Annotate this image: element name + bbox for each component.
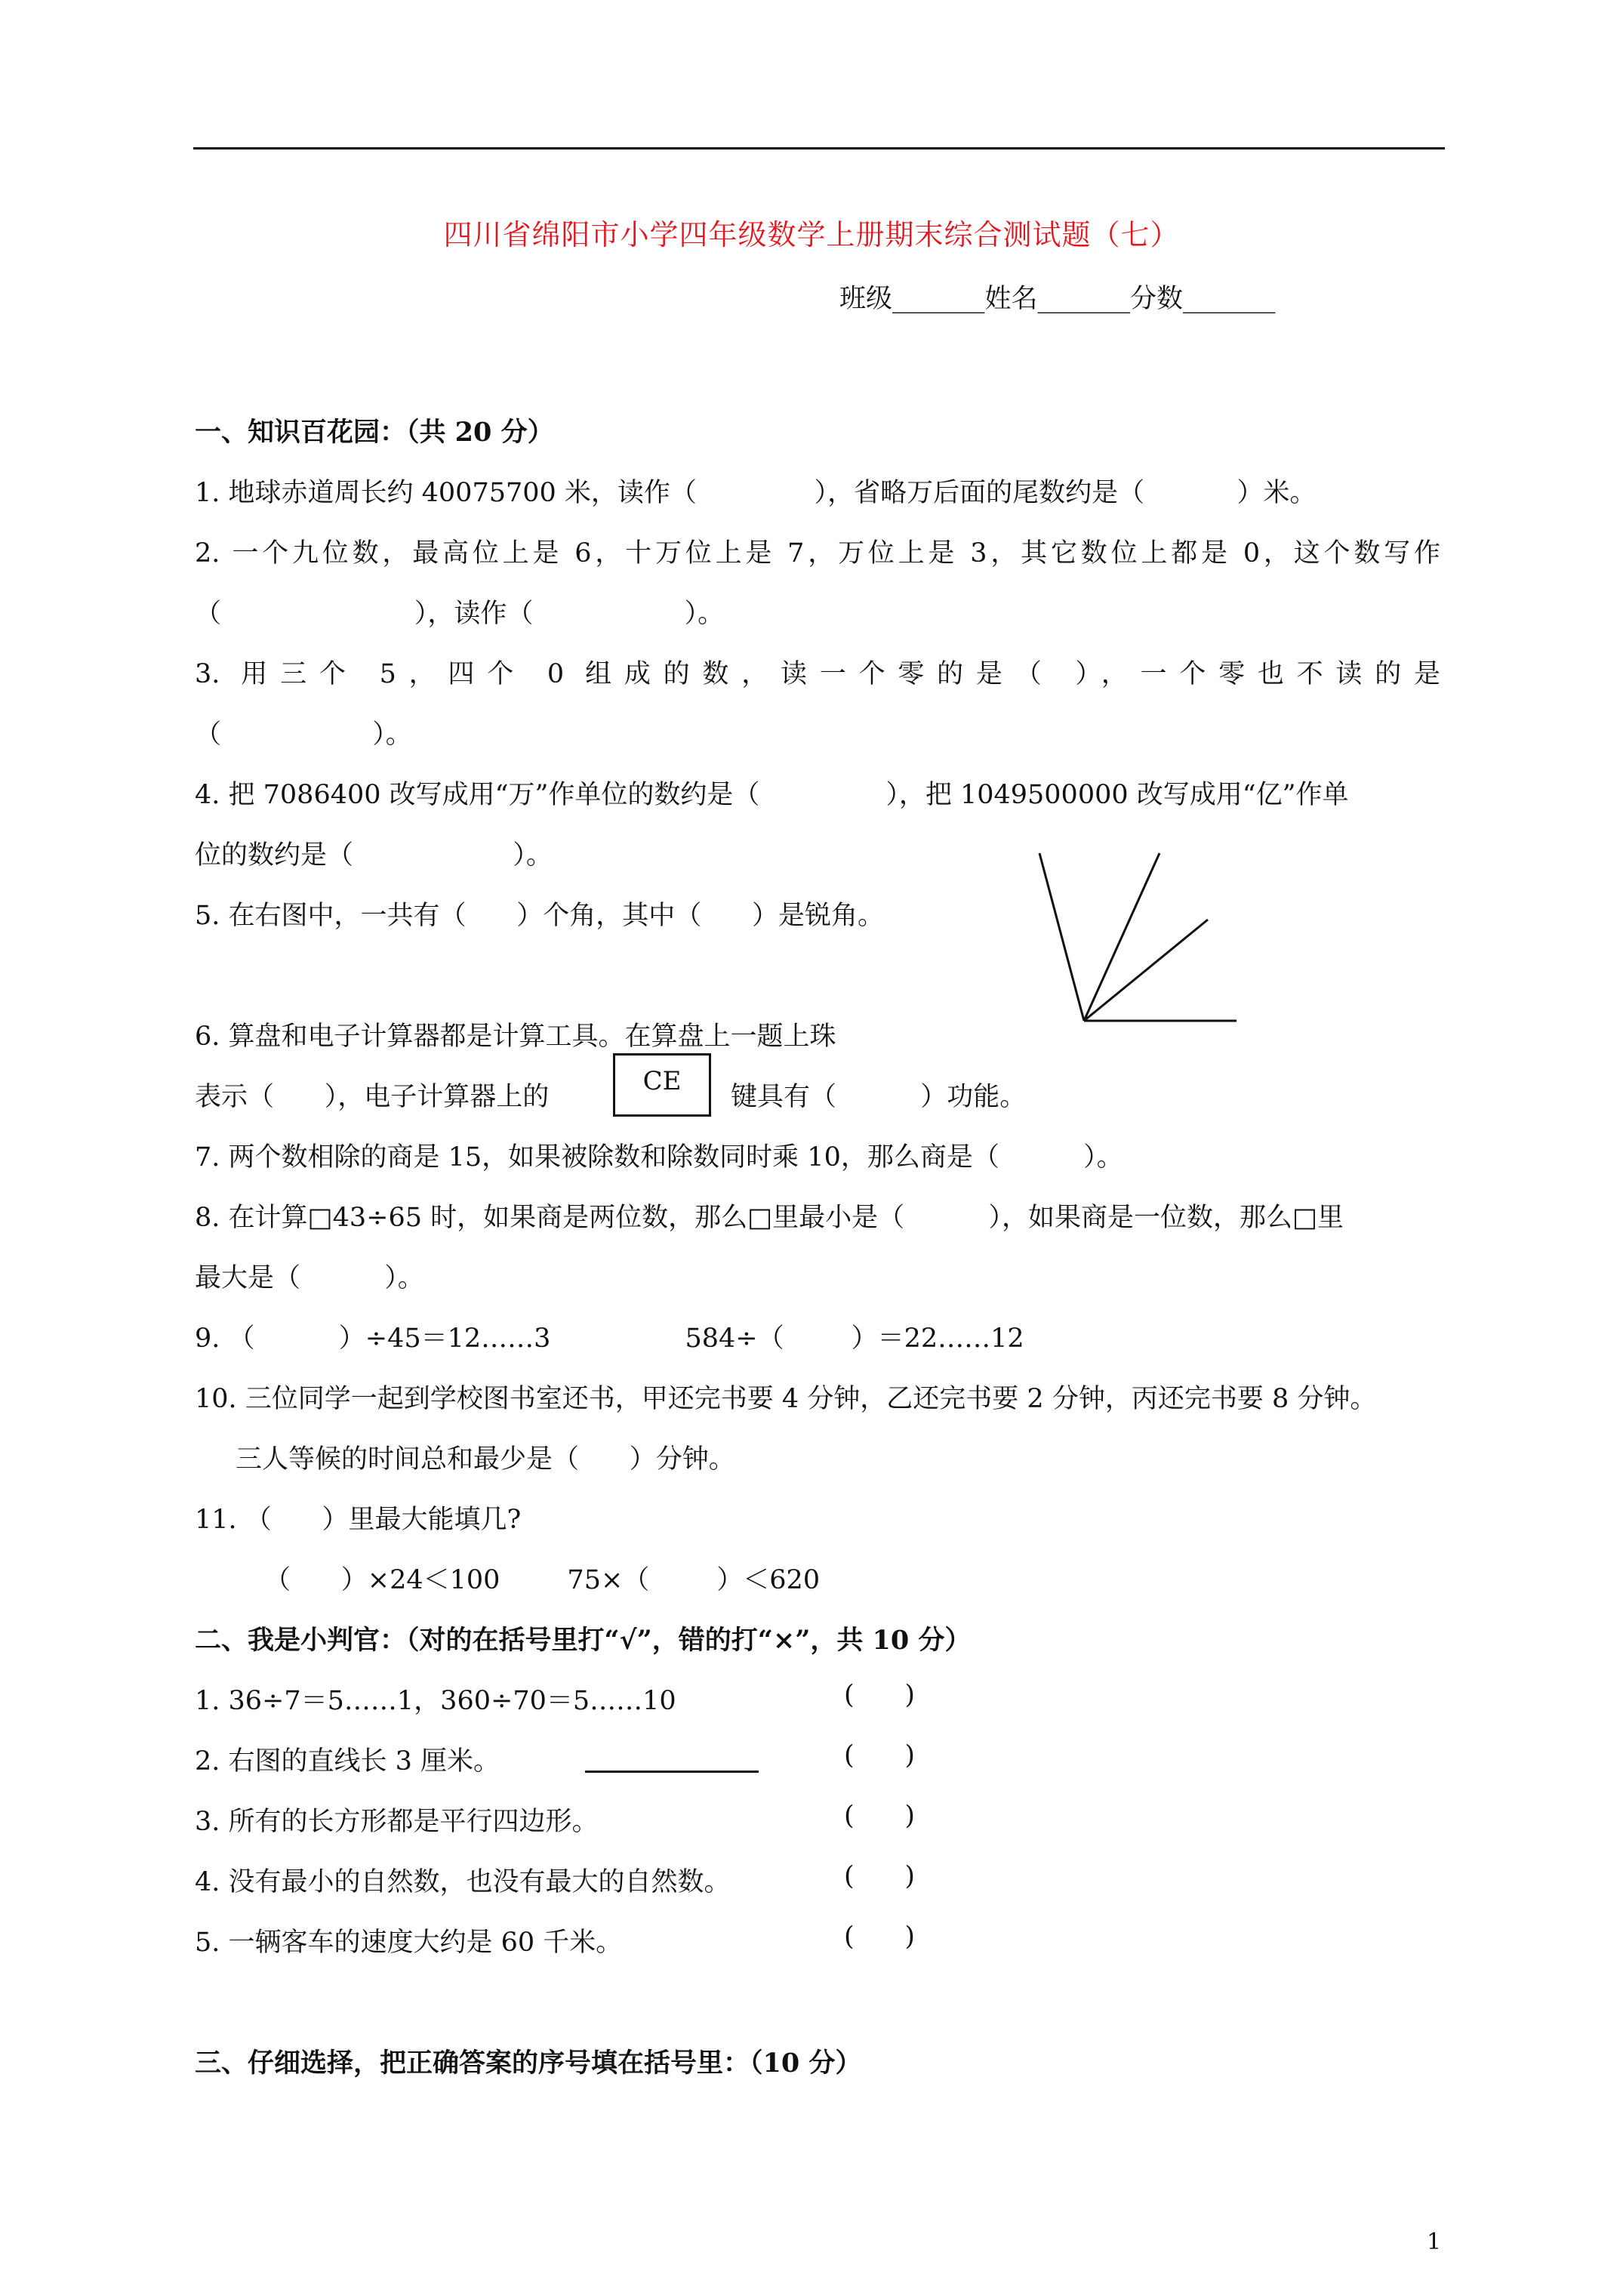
judge-answer-2: ( ) bbox=[844, 1740, 916, 1771]
judge-answer-3: ( ) bbox=[844, 1801, 916, 1831]
question-6-line-1: 6. 算盘和电子计算器都是计算工具。在算盘上一题上珠 bbox=[195, 1022, 836, 1052]
header-rule bbox=[193, 147, 1445, 149]
question-3-line-2: （ ）。 bbox=[195, 720, 412, 750]
judge-item-5: 5. 一辆客车的速度大约是 60 千米。 bbox=[195, 1928, 623, 1958]
question-6-line-2: 表示（ ），电子计算器上的 bbox=[195, 1082, 550, 1112]
judge-answer-4: ( ) bbox=[844, 1861, 916, 1891]
document-title: 四川省绵阳市小学四年级数学上册期末综合测试题（七） bbox=[443, 218, 1180, 251]
question-9: 9. （ ）÷45＝12……3 584÷（ ）＝22……12 bbox=[195, 1324, 1024, 1354]
question-7: 7. 两个数相除的商是 15，如果被除数和除数同时乘 10，那么商是（ ）。 bbox=[195, 1142, 1123, 1173]
question-5: 5. 在右图中，一共有（ ）个角，其中（ ）是锐角。 bbox=[195, 901, 885, 931]
judge-answer-1: ( ) bbox=[844, 1680, 916, 1710]
judge-answer-5: ( ) bbox=[844, 1922, 916, 1952]
judge-item-4: 4. 没有最小的自然数，也没有最大的自然数。 bbox=[195, 1867, 731, 1897]
judge-item-2: 2. 右图的直线长 3 厘米。 bbox=[195, 1746, 500, 1777]
angle-ray-1 bbox=[1039, 853, 1084, 1021]
question-6-line-2-end: 键具有（ ）功能。 bbox=[731, 1082, 1027, 1112]
page-number: 1 bbox=[1427, 2229, 1442, 2255]
judge-line-figure bbox=[585, 1771, 759, 1773]
section-3-heading: 三、仔细选择，把正确答案的序号填在括号里：（10 分） bbox=[195, 2048, 862, 2079]
question-8-line-2: 最大是（ ）。 bbox=[195, 1263, 424, 1293]
judge-item-1: 1. 36÷7＝5……1，360÷70＝5……10 bbox=[195, 1686, 676, 1716]
angle-diagram bbox=[1027, 838, 1253, 1034]
question-3-line-1: 3. 用三个 5，四个 0 组成的数，读一个零的是（ ），一个零也不读的是 bbox=[195, 659, 1440, 689]
angle-ray-2 bbox=[1084, 853, 1160, 1021]
judge-item-3: 3. 所有的长方形都是平行四边形。 bbox=[195, 1807, 599, 1837]
question-2-line-1: 2. 一个九位数，最高位上是 6，十万位上是 7，万位上是 3，其它数位上都是 0，这个数写作 bbox=[195, 538, 1440, 569]
question-1: 1. 地球赤道周长约 40075700 米，读作（ ），省略万后面的尾数约是（ ）米。 bbox=[195, 478, 1317, 508]
section-2-heading: 二、我是小判官：（对的在括号里打“√”，错的打“×”，共 10 分） bbox=[195, 1625, 972, 1656]
question-11: 11. （ ）里最大能填几? bbox=[195, 1505, 522, 1535]
ce-key-label: CE bbox=[642, 1066, 682, 1096]
question-8-line-1: 8. 在计算□43÷65 时，如果商是两位数，那么□里最小是（ ），如果商是一位数，那么□里 bbox=[195, 1203, 1344, 1233]
question-10-line-1: 10. 三位同学一起到学校图书室还书，甲还完书要 4 分钟，乙还完书要 2 分钟，丙还完书要 8 分钟。 bbox=[195, 1384, 1377, 1414]
angle-ray-3 bbox=[1084, 920, 1208, 1021]
question-4-line-2: 位的数约是（ ）。 bbox=[195, 840, 553, 871]
ce-key bbox=[613, 1053, 711, 1117]
question-4-line-1: 4. 把 7086400 改写成用“万”作单位的数约是（ ），把 1049500000 改写成用“亿”作单 bbox=[195, 780, 1349, 810]
student-info-fields: 班级_______姓名_______分数_______ bbox=[839, 284, 1276, 314]
question-10-line-2: 三人等候的时间总和最少是（ ）分钟。 bbox=[236, 1444, 735, 1475]
section-1-heading: 一、知识百花园：（共 20 分） bbox=[195, 417, 554, 448]
question-2-line-2: （ ），读作（ ）。 bbox=[195, 599, 725, 629]
question-11-items: （ ）×24＜100 75×（ ）＜620 bbox=[264, 1565, 821, 1595]
